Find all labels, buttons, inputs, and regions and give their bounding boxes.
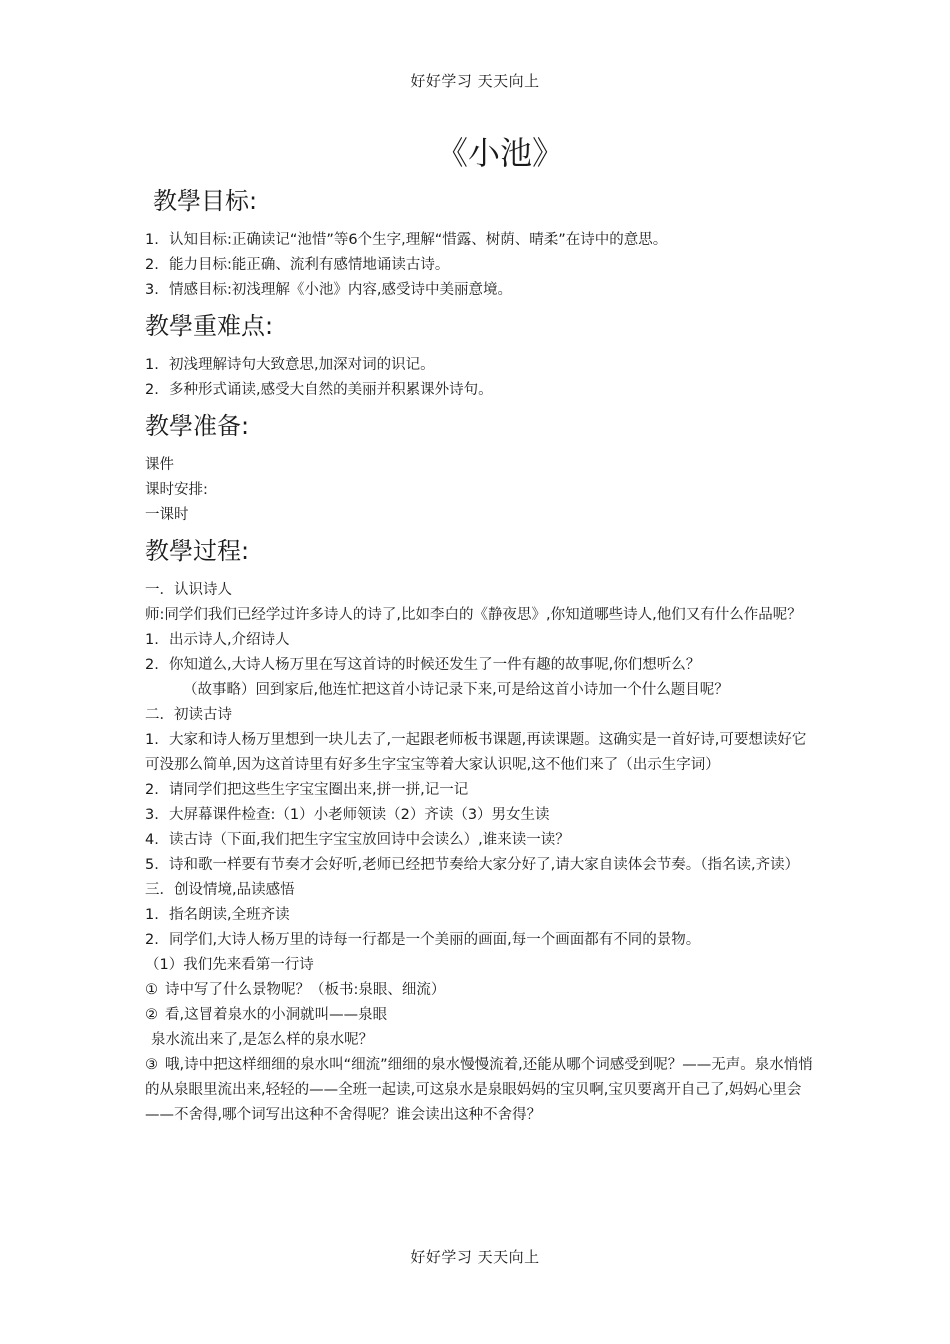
sub-heading: （1）我们先来看第一行诗 bbox=[145, 957, 314, 973]
list-item: 4. 读古诗（下面,我们把生字宝宝放回诗中会读么）,谁来读一读？ bbox=[145, 832, 570, 848]
preparation-line: 一课时 bbox=[145, 507, 189, 523]
preparation-line: 课件 bbox=[145, 457, 174, 473]
list-item: 1. 大家和诗人杨万里想到一块儿去了,一起跟老师板书课题,再读课题。这确实是一首好诗,可要想读好它可没那么简单,因为这首诗里有好多生字宝宝等着大家认识呢,这不他们来了（出示生字词） bbox=[145, 732, 807, 773]
list-item: 2. 请同学们把这些生字宝宝圈出来,拼一拼,记一记 bbox=[145, 782, 469, 798]
preparation-heading: 教學准备: bbox=[145, 412, 250, 440]
list-item: 2. 多种形式诵读,感受大自然的美丽并积累课外诗句。 bbox=[145, 382, 493, 398]
preparation-line: 课时安排: bbox=[145, 482, 208, 498]
list-item: 2. 你知道么,大诗人杨万里在写这首诗的时候还发生了一件有趣的故事呢,你们想听么？ bbox=[145, 657, 701, 673]
list-item: 2. 能力目标:能正确、流利有感情地诵读古诗。 bbox=[145, 257, 450, 273]
list-item: ② 看,这冒着泉水的小洞就叫——泉眼 bbox=[145, 1007, 388, 1023]
section-title: 一．认识诗人 bbox=[145, 582, 232, 598]
list-item: 3. 大屏幕课件检查:（1）小老师领读（2）齐读（3）男女生读 bbox=[145, 807, 550, 823]
list-item: 1. 认知目标:正确读记“池惜”等6个生字,理解“惜露、树荫、晴柔”在诗中的意思。 bbox=[145, 232, 668, 248]
list-item: 2. 同学们,大诗人杨万里的诗每一行都是一个美丽的画面,每一个画面都有不同的景物。 bbox=[145, 932, 701, 948]
process-heading: 教學过程: bbox=[145, 537, 250, 565]
list-item: 1. 出示诗人,介绍诗人 bbox=[145, 632, 290, 648]
page-header: 好好学习 天天向上 bbox=[410, 72, 540, 90]
list-item: 1. 指名朗读,全班齐读 bbox=[145, 907, 290, 923]
difficulties-heading: 教學重难点: bbox=[145, 312, 274, 340]
list-item: 3. 情感目标:初浅理解《小池》内容,感受诗中美丽意境。 bbox=[145, 282, 512, 298]
paragraph: （故事略）回到家后,他连忙把这首小诗记录下来,可是给这首小诗加一个什么题目呢？ bbox=[183, 682, 729, 698]
goals-heading: 教學目标: bbox=[153, 187, 258, 215]
list-item: 5. 诗和歌一样要有节奏才会好听,老师已经把节奏给大家分好了,请大家自读体会节奏。（指名读,齐读） bbox=[145, 857, 800, 873]
section-title: 三．创设情境,品读感悟 bbox=[145, 882, 295, 898]
document-body bbox=[145, 180, 815, 1128]
paragraph: 师:同学们我们已经学过许多诗人的诗了,比如李白的《静夜思》,你知道哪些诗人,他们又有什么作品呢？ bbox=[145, 607, 802, 623]
section-title: 二．初读古诗 bbox=[145, 707, 232, 723]
list-item: 1. 初浅理解诗句大致意思,加深对词的识记。 bbox=[145, 357, 435, 373]
list-item: ① 诗中写了什么景物呢？（板书:泉眼、细流） bbox=[145, 982, 446, 998]
list-item: ③ 哦,诗中把这样细细的泉水叫“细流”细细的泉水慢慢流着,还能从哪个词感受到呢？——无声。泉水悄悄的从泉眼里流出来,轻轻的——全班一起读,可这泉水是泉眼妈妈的宝贝啊,宝贝要离开自己了,妈妈心里会——不舍得,哪个词写出这种不舍得呢？谁会读出这种不舍得？ bbox=[145, 1057, 813, 1123]
paragraph: 泉水流出来了,是怎么样的泉水呢？ bbox=[151, 1032, 374, 1048]
page-title: 《小池》 bbox=[435, 134, 564, 172]
page-footer: 好好学习 天天向上 bbox=[410, 1248, 540, 1266]
